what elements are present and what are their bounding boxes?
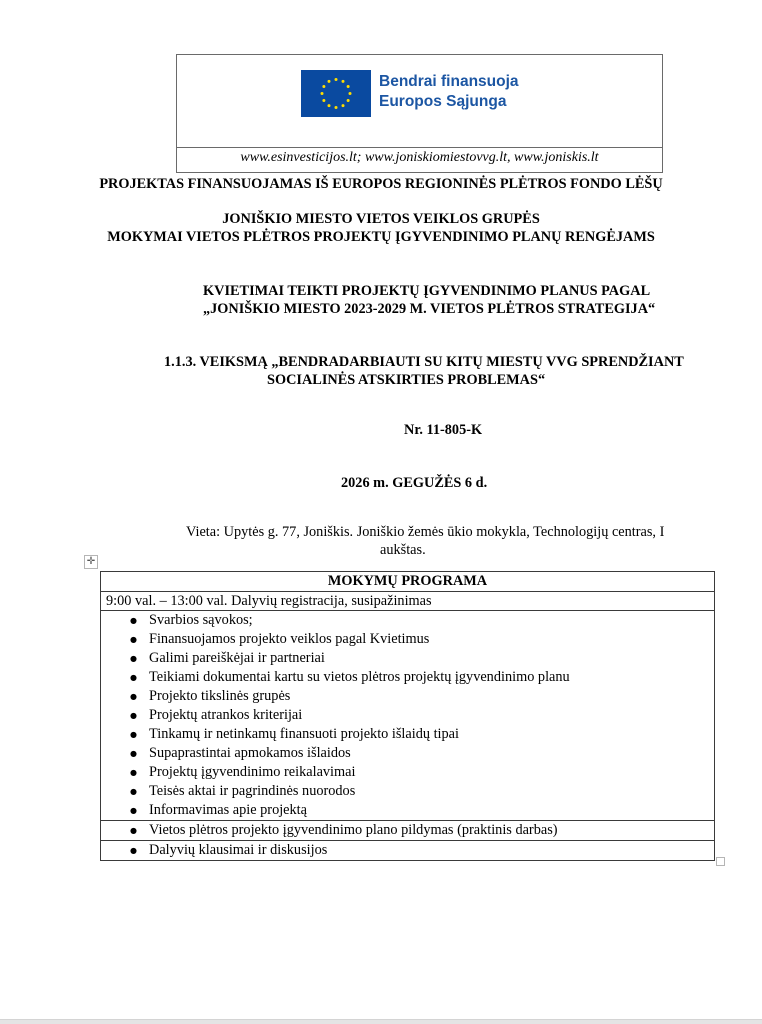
list-item: ● Svarbios sąvokos;: [101, 611, 714, 630]
header-table: [176, 54, 663, 173]
list-item-discussion: ● Dalyvių klausimai ir diskusijos: [101, 841, 714, 860]
list-item: ● Projektų įgyvendinimo reikalavimai: [101, 763, 714, 782]
venue-line-1: Vieta: Upytės g. 77, Joniškis. Joniškio žemės ūkio mokykla, Technologijų centras, I: [186, 524, 665, 540]
eu-star-icon: [342, 80, 345, 83]
logo-cell: [177, 55, 662, 148]
funding-line: PROJEKTAS FINANSUOJAMAS IŠ EUROPOS REGIONINĖS PLĖTROS FONDO LĖŠŲ: [99, 176, 663, 192]
table-move-handle-icon[interactable]: ✛: [84, 555, 98, 569]
eu-star-icon: [321, 92, 324, 95]
eu-cofunded-logo-text: [379, 72, 519, 112]
eu-star-icon: [335, 106, 338, 109]
eu-flag-icon: [301, 70, 371, 117]
call-line-1: KVIETIMAI TEIKTI PROJEKTŲ ĮGYVENDINIMO PLANUS PAGAL: [203, 283, 651, 299]
list-item: ● Projektų atrankos kriterijai: [101, 706, 714, 725]
list-item: ● Galimi pareiškėjai ir partneriai: [101, 649, 714, 668]
title-line-2: MOKYMAI VIETOS PLĖTROS PROJEKTŲ ĮGYVENDINIMO PLANŲ RENGĖJAMS: [107, 229, 655, 245]
logo-line-2: Europos Sąjunga: [379, 93, 507, 110]
list-item: ● Informavimas apie projektą: [101, 801, 714, 820]
discussion-row: [101, 841, 715, 861]
program-title-row: [101, 572, 715, 592]
eu-star-icon: [342, 104, 345, 107]
list-item: ● Projekto tikslinės grupės: [101, 687, 714, 706]
practical-row: [101, 821, 715, 841]
eu-star-icon: [347, 99, 350, 102]
title-line-1: JONIŠKIO MIESTO VIETOS VEIKLOS GRUPĖS: [222, 211, 540, 227]
event-date: 2026 m. GEGUŽĖS 6 d.: [341, 475, 488, 491]
list-item: ● Teisės aktai ir pagrindinės nuorodos: [101, 782, 714, 801]
list-item: ● Finansuojamos projekto veiklos pagal Kvietimus: [101, 630, 714, 649]
header-urls: www.esinvesticijos.lt; www.joniskiomiestovvg.lt, www.joniskis.lt: [240, 150, 599, 165]
logo-line-1: Bendrai finansuoja: [379, 73, 519, 90]
eu-star-icon: [328, 104, 331, 107]
registration-row: [101, 592, 715, 611]
call-line-2: „JONIŠKIO MIESTO 2023-2029 M. VIETOS PLĖTROS STRATEGIJA“: [203, 301, 656, 317]
action-line-1: 1.1.3. VEIKSMĄ „BENDRADARBIAUTI SU KITŲ MIESTŲ VVG SPRENDŽIANT: [164, 354, 684, 370]
document-number: Nr. 11-805-K: [404, 422, 483, 438]
list-item: ● Supaprastintai apmokamos išlaidos: [101, 744, 714, 763]
topics-list: [101, 611, 714, 820]
eu-star-icon: [322, 99, 325, 102]
page-bottom-edge: [0, 1019, 762, 1024]
venue-line-2: aukštas.: [380, 542, 426, 558]
eu-star-icon: [347, 85, 350, 88]
eu-star-icon: [335, 78, 338, 81]
eu-star-icon: [322, 85, 325, 88]
action-line-2: SOCIALINĖS ATSKIRTIES PROBLEMAS“: [267, 372, 546, 388]
list-item: ● Tinkamų ir netinkamų finansuoti projekto išlaidų tipai: [101, 725, 714, 744]
table-resize-handle-icon[interactable]: [716, 857, 725, 866]
list-item: ● Teikiami dokumentai kartu su vietos plėtros projektų įgyvendinimo planu: [101, 668, 714, 687]
program-table: [100, 571, 715, 861]
eu-star-icon: [328, 80, 331, 83]
list-item-practical: ● Vietos plėtros projekto įgyvendinimo plano pildymas (praktinis darbas): [101, 821, 714, 840]
program-title: MOKYMŲ PROGRAMA: [101, 572, 715, 592]
registration-text: 9:00 val. – 13:00 val. Dalyvių registracija, susipažinimas: [101, 592, 715, 611]
topics-row: [101, 611, 715, 821]
eu-star-icon: [349, 92, 352, 95]
